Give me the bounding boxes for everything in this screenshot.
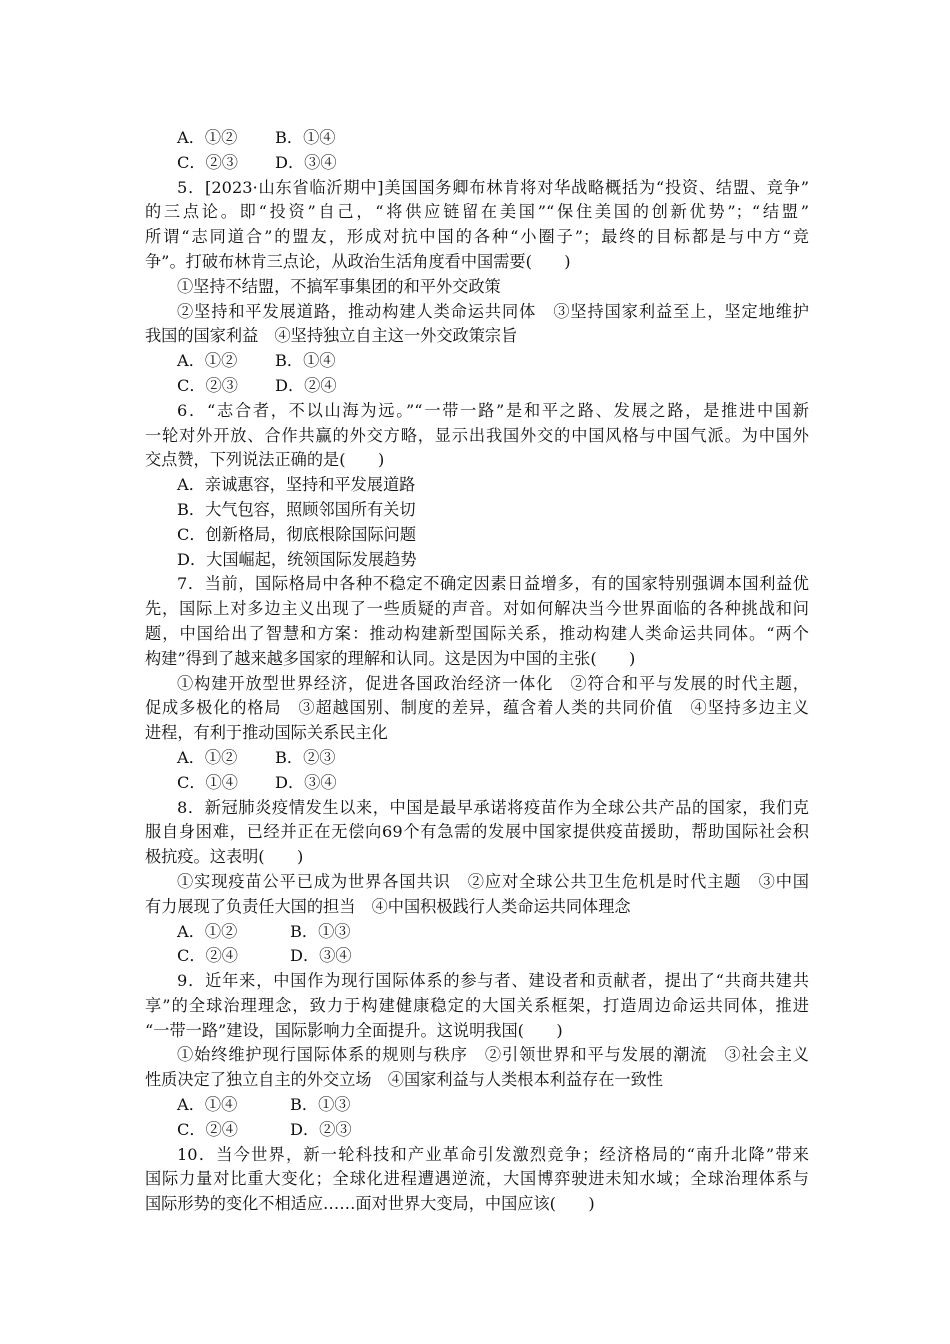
- text-line: ①实现疫苗公平已成为世界各国共识 ②应对全球公共卫生危机是时代主题 ③中国: [177, 871, 809, 891]
- answer-option: C．①④: [177, 772, 238, 792]
- answer-option: A．①④: [177, 1095, 238, 1115]
- text-line: C．创新格局，彻底根除国际问题: [177, 524, 417, 544]
- text-line: 极抗疫。这表明( ): [145, 847, 304, 867]
- text-line: 的三点论。即“投资”自己，“将供应链留在美国”“保住美国的创新优势”；“结盟”: [145, 202, 809, 222]
- answer-option: C．②③: [177, 152, 238, 172]
- text-line: 5．[2023·山东省临沂期中]美国国务卿布林肯将对华战略概括为“投资、结盟、竞争”: [177, 177, 809, 197]
- text-line: 8．新冠肺炎疫情发生以来，中国是最早承诺将疫苗作为全球公共产品的国家，我们克: [177, 797, 809, 817]
- text-line: 享”的全球治理理念，致力于构建健康稳定的大国关系框架，打造周边命运共同体，推进: [145, 995, 809, 1015]
- answer-option: B．②③: [275, 747, 336, 767]
- text-line: 争”。打破布林肯三点论，从政治生活角度看中国需要( ): [145, 251, 571, 271]
- answer-option: C．②④: [177, 1119, 238, 1139]
- text-line: 6．“志合者，不以山海为远。”“一带一路”是和平之路、发展之路，是推进中国新: [177, 400, 809, 420]
- text-line: ①坚持不结盟，不搞军事集团的和平外交政策: [177, 276, 501, 296]
- answer-options-row: [145, 1118, 809, 1143]
- answer-option: C．②③: [177, 375, 238, 395]
- text-line: 进程，有利于推动国际关系民主化: [145, 723, 388, 743]
- answer-option: A．①②: [177, 351, 238, 371]
- text-line: ①始终维护现行国际体系的规则与秩序 ②引领世界和平与发展的潮流 ③社会主义: [177, 1045, 809, 1065]
- text-line: ②坚持和平发展道路，推动构建人类命运共同体 ③坚持国家利益至上，坚定地维护: [177, 301, 809, 321]
- text-line: A．亲诚惠容，坚持和平发展道路: [177, 475, 416, 495]
- answer-options-row: [145, 374, 809, 399]
- text-line: 促成多极化的格局 ③超越国别、制度的差异，蕴含着人类的共同价值 ④坚持多边主义: [145, 698, 809, 718]
- question-text-body: [145, 126, 809, 1217]
- text-line: “一带一路”建设，国际影响力全面提升。这说明我国( ): [145, 1020, 563, 1040]
- text-line: 所谓“志同道合”的盟友，形成对抗中国的各种“小圈子”；最终的目标都是与中方“竞: [145, 227, 809, 247]
- answer-option: A．①②: [177, 921, 238, 941]
- text-line: D．大国崛起，统领国际发展趋势: [177, 549, 417, 569]
- text-line: 题，中国给出了智慧和方案：推动构建新型国际关系，推动构建人类命运共同体。“两个: [145, 623, 809, 643]
- text-line: 先，国际上对多边主义出现了一些质疑的声音。对如何解决当今世界面临的各种挑战和问: [145, 599, 809, 619]
- answer-option: A．①②: [177, 128, 238, 147]
- answer-option: D．③④: [290, 946, 352, 966]
- text-line: 服自身困难，已经并正在无偿向69个有急需的发展中国家提供疫苗援助，帮助国际社会积: [145, 822, 809, 842]
- answer-options-row: [145, 349, 809, 374]
- answer-option: B．①④: [275, 128, 336, 147]
- answer-option: D．③④: [275, 772, 337, 792]
- answer-option: B．①④: [275, 351, 336, 371]
- answer-option: B．①③: [290, 1095, 351, 1115]
- text-line: 有力展现了负责任大国的担当 ④中国积极践行人类命运共同体理念: [145, 896, 631, 916]
- answer-option: A．①②: [177, 747, 238, 767]
- answer-options-row: [145, 746, 809, 771]
- text-line: 10．当今世界，新一轮科技和产业革命引发激烈竞争；经济格局的“南升北降”带来: [177, 1144, 809, 1164]
- answer-options-row: [145, 1093, 809, 1118]
- answer-options-row: [145, 126, 809, 151]
- answer-options-row: [145, 920, 809, 945]
- answer-option: D．②③: [290, 1119, 352, 1139]
- answer-option: B．①③: [290, 921, 351, 941]
- text-line: 性质决定了独立自主的外交立场 ④国家利益与人类根本利益存在一致性: [145, 1070, 663, 1090]
- text-line: 我国的国家利益 ④坚持独立自主这一外交政策宗旨: [145, 326, 518, 346]
- text-line: 构建”得到了越来越多国家的理解和认同。这是因为中国的主张( ): [145, 648, 636, 668]
- text-line: 7．当前，国际格局中各种不稳定不确定因素日益增多，有的国家特别强调本国利益优: [177, 574, 809, 594]
- text-line: 9．近年来，中国作为现行国际体系的参与者、建设者和贡献者，提出了“共商共建共: [177, 971, 809, 991]
- text-line: 一轮对外开放、合作共赢的外交方略，显示出我国外交的中国风格与中国气派。为中国外: [145, 425, 809, 445]
- text-line: 国际形势的变化不相适应……面对世界大变局，中国应该( ): [145, 1194, 595, 1214]
- answer-options-row: [145, 771, 809, 796]
- text-line: 交点赞，下列说法正确的是( ): [145, 450, 385, 470]
- answer-options-row: [145, 151, 809, 176]
- answer-options-row: [145, 944, 809, 969]
- answer-option: D．③④: [275, 152, 337, 172]
- answer-option: C．②④: [177, 946, 238, 966]
- text-line: ①构建开放型世界经济，促进各国政治经济一体化 ②符合和平与发展的时代主题，: [177, 673, 809, 693]
- answer-option: D．②④: [275, 375, 337, 395]
- text-line: 国际力量对比重大变化；全球化进程遭遇逆流，大国博弈驶进未知水域；全球治理体系与: [145, 1169, 809, 1189]
- text-line: B．大气包容，照顾邻国所有关切: [177, 499, 416, 519]
